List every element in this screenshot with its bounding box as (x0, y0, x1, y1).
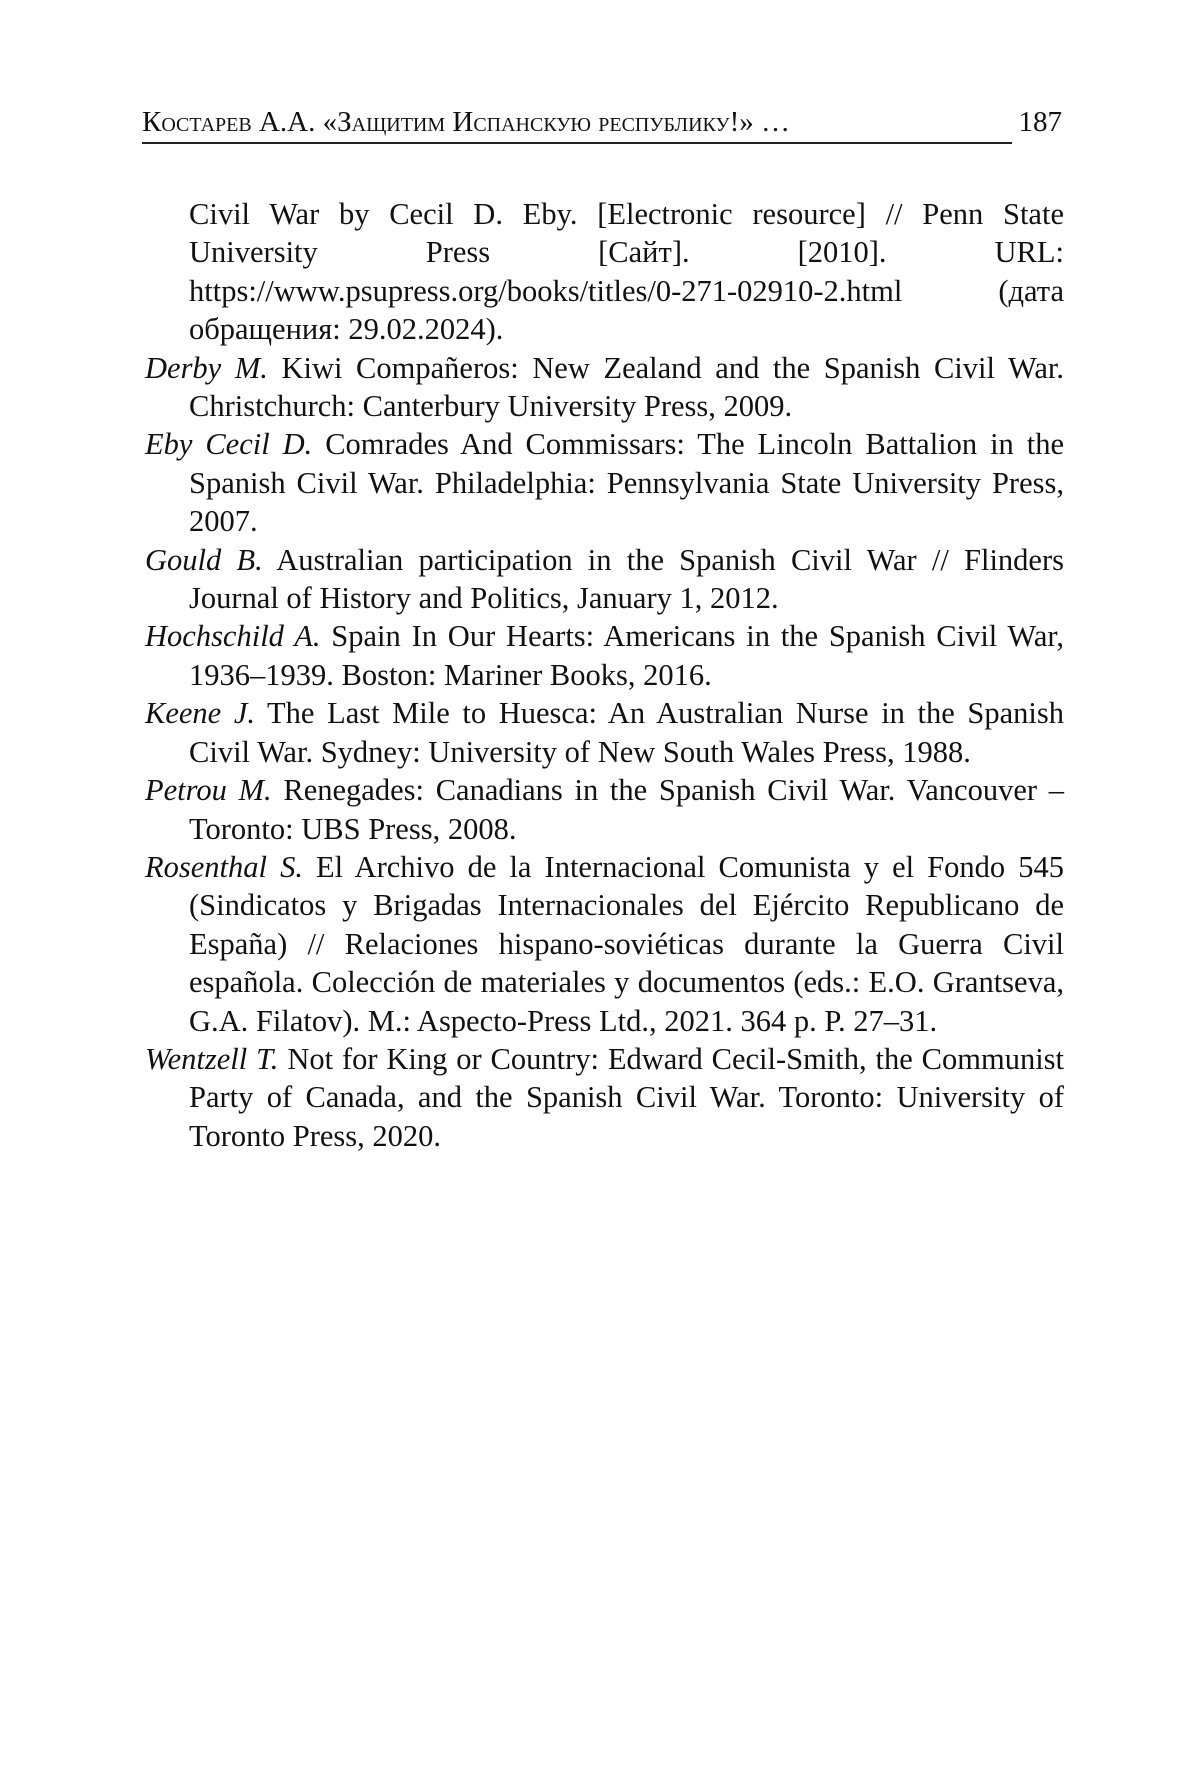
reference-author: Derby M. (145, 350, 268, 385)
running-header (142, 98, 1062, 142)
reference-author: Wentzell T. (145, 1041, 279, 1076)
reference-author: Petrou M. (145, 773, 272, 808)
reference-entry (145, 1040, 1064, 1155)
reference-text: Spain In Our Hearts: Americans in the Spanish Civil War, 1936–1939. Boston: Mariner Books, 2016. (189, 619, 1064, 692)
reference-entry (145, 771, 1064, 848)
reference-text: Comrades And Commissars: The Lincoln Battalion in the Spanish Civil War. Philadelphia: Pennsylvania State University Press, 2007. (189, 427, 1064, 539)
reference-text: Not for King or Country: Edward Cecil-Smith, the Communist Party of Canada, and the Spanish Civil War. Toronto: University of Toronto Press, 2020. (189, 1041, 1065, 1153)
reference-author: Hochschild A. (145, 619, 321, 654)
reference-entry (145, 195, 1064, 349)
running-header-title: Костарев А.А. «Защитим Испанскую республику!» … (142, 104, 1012, 144)
reference-entry (145, 694, 1064, 771)
reference-entry (145, 617, 1064, 694)
reference-text: Kiwi Compañeros: New Zealand and the Spanish Civil War. Christchurch: Canterbury University Press, 2009. (189, 350, 1064, 424)
reference-entry (145, 848, 1064, 1040)
reference-entry (145, 541, 1064, 618)
reference-entry (145, 349, 1064, 426)
reference-text: Australian participation in the Spanish Civil War // Flinders Journal of History and Politics, January 1, 2012. (189, 542, 1064, 616)
reference-text: Civil War by Cecil D. Eby. [Electronic resource] // Penn State University Press [Сайт]. [2010]. URL: https://www.psupress.org/books/titles/0-271-02910-2.html (дата обращения: 29.02.2024). (189, 197, 1064, 347)
reference-text: Renegades: Canadians in the Spanish Civil War. Vancouver – Toronto: UBS Press, 2008. (189, 773, 1064, 846)
reference-author: Rosenthal S. (145, 849, 303, 884)
reference-author: Eby Cecil D. (145, 427, 313, 462)
reference-entry (145, 425, 1064, 540)
page-number: 187 (1018, 106, 1062, 138)
reference-list (145, 195, 1064, 1155)
reference-text: The Last Mile to Huesca: An Australian Nurse in the Spanish Civil War. Sydney: University of New South Wales Press, 1988. (189, 696, 1064, 769)
reference-author: Keene J. (145, 696, 255, 731)
reference-author: Gould B. (145, 542, 263, 577)
reference-text: El Archivo de la Internacional Comunista y el Fondo 545 (Sindicatos y Brigadas Internacionales del Ejército Republicano de España) // Relaciones hispano-soviéticas durante la Guerra Civil española. Colección de materiales y documentos (eds.: E.O. Grantseva, G.A. Filatov). M.: Aspecto-Press Ltd., 2021. 364 p. P. 27–31. (189, 849, 1064, 1038)
